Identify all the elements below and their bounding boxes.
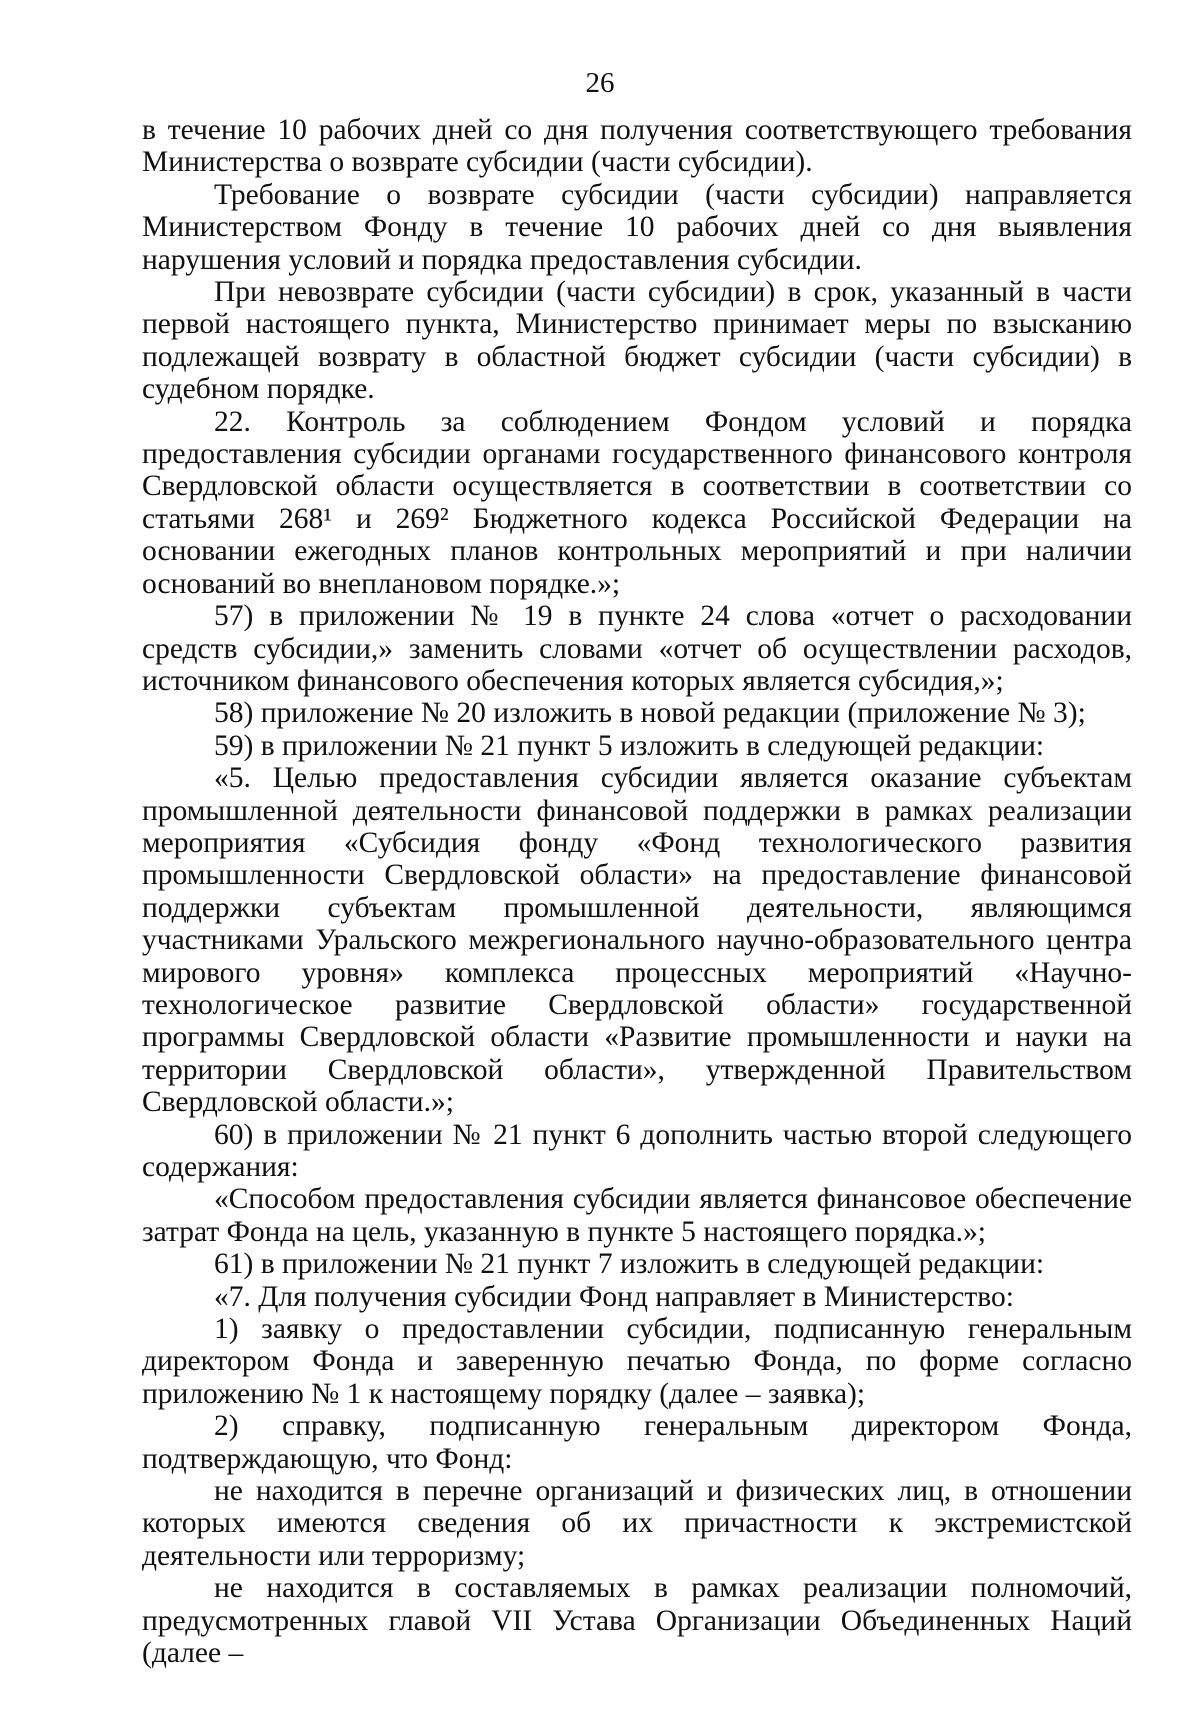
paragraph: 59) в приложении № 21 пункт 5 изложить в следующей редакции:: [214, 729, 1045, 762]
paragraph: 57) в приложении № 19 в пункте 24 слова «отчет о расходовании средств субсидии,» заменить словами «отчет об осуществлении расходов, источником финансового обеспечения которых является субсидия,»;: [142, 600, 1132, 697]
paragraph: 60) в приложении № 21 пункт 6 дополнить частью второй следующего содержания:: [142, 1118, 1132, 1183]
paragraph: 1) заявку о предоставлении субсидии, подписанную генеральным директором Фонда и заверенную печатью Фонда, по форме согласно приложению № 1 к настоящему порядку (далее – заявка);: [142, 1313, 1132, 1410]
document-body: [142, 114, 1132, 1670]
paragraph: 61) в приложении № 21 пункт 7 изложить в следующей редакции:: [214, 1248, 1045, 1281]
paragraph: «5. Целью предоставления субсидии является оказание субъектам промышленной деятельности финансовой поддержки в рамках реализации мероприятия «Субсидия фонду «Фонд технологического развития промышленности Свердловской области» на предоставление финансовой поддержки субъектам промышленной деятельности, являющимся участниками Уральского межрегионального научно-образовательного центра мирового уровня» комплекса процессных мероприятий «Научно-технологическое развитие Свердловской области» государственной программы Свердловской области «Развитие промышленности и науки на территории Свердловской области», утвержденной Правительством Свердловской области.»;: [142, 762, 1132, 1119]
paragraph: 58) приложение № 20 изложить в новой редакции (приложение № 3);: [214, 697, 1086, 730]
paragraph: не находится в составляемых в рамках реализации полномочий, предусмотренных главой VII Устава Организации Объединенных Наций (далее –: [142, 1572, 1132, 1670]
paragraph: При невозврате субсидии (части субсидии) в срок, указанный в части первой настоящего пункта, Министерство принимает меры по взысканию подлежащей возврату в областной бюджет субсидии (части субсидии) в судебном порядке.: [142, 276, 1132, 406]
paragraph: Требование о возврате субсидии (части субсидии) направляется Министерством Фонду в течение 10 рабочих дней со дня выявления нарушения условий и порядка предоставления субсидии.: [142, 178, 1132, 276]
paragraph: не находится в перечне организаций и физических лиц, в отношении которых имеются сведения об их причастности к экстремистской деятельности или терроризму;: [142, 1475, 1132, 1572]
page-number: 26: [585, 67, 615, 99]
paragraph: 22. Контроль за соблюдением Фондом условий и порядка предоставления субсидии органами государственного финансового контроля Свердловской области осуществляется в соответствии в соответствии со статьями 268¹ и 269² Бюджетного кодекса Российской Федерации на основании ежегодных планов контрольных мероприятий и при наличии оснований во внеплановом порядке.»;: [142, 405, 1132, 600]
paragraph: 2) справку, подписанную генеральным директором Фонда, подтверждающую, что Фонд:: [142, 1410, 1132, 1475]
paragraph: «Способом предоставления субсидии является финансовое обеспечение затрат Фонда на цель, указанную в пункте 5 настоящего порядка.»;: [142, 1183, 1132, 1248]
paragraph: «7. Для получения субсидии Фонд направляет в Министерство:: [214, 1280, 1014, 1313]
paragraph: в течение 10 рабочих дней со дня получения соответствующего требования Министерства о возврате субсидии (части субсидии).: [142, 114, 1132, 179]
